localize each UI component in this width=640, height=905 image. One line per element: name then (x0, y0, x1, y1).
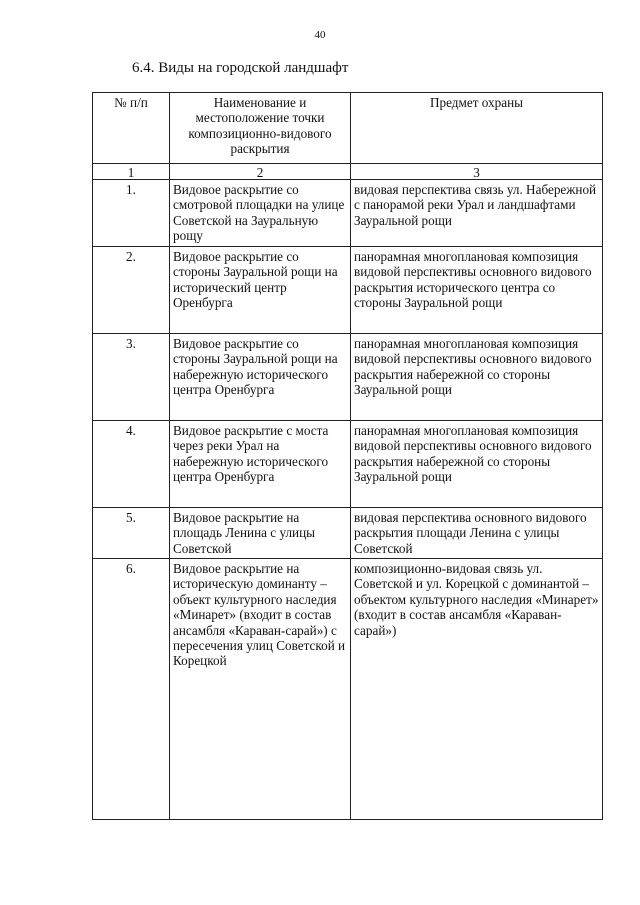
table-row (93, 559, 603, 820)
page-number: 40 (314, 29, 326, 41)
table-row (93, 247, 603, 334)
row-name: Видовое раскрытие со стороны Зауральной рощи на исторический центр Оренбурга (170, 247, 351, 334)
table-header-row (93, 93, 603, 164)
row-name: Видовое раскрытие на площадь Ленина с улицы Советской (170, 508, 351, 559)
row-subject: панорамная многоплановая композиция видовой перспективы основного видового раскрытия исторического центра со стороны Зауральной рощи (351, 247, 603, 334)
column-number: 3 (351, 164, 603, 180)
row-number: 4. (93, 421, 170, 508)
table-row (93, 180, 603, 247)
column-number: 2 (170, 164, 351, 180)
row-subject: панорамная многоплановая композиция видовой перспективы основного видового раскрытия набережной со стороны Зауральной рощи (351, 334, 603, 421)
row-subject: композиционно-видовая связь ул. Советской и ул. Корецкой с доминантой – объектом культурного наследия «Минарет» (входит в состав ансамбля «Караван-сарай») (351, 559, 603, 820)
row-name: Видовое раскрытие с моста через реки Урал на набережную исторического центра Оренбурга (170, 421, 351, 508)
row-number: 5. (93, 508, 170, 559)
header-number: № п/п (93, 93, 170, 164)
section-title: 6.4. Виды на городской ландшафт (132, 60, 349, 76)
row-name: Видовое раскрытие на историческую доминанту – объект культурного наследия «Минарет» (входит в состав ансамбля «Караван-сарай») с пересечения улиц Советской и Корецкой (170, 559, 351, 820)
row-subject: видовая перспектива основного видового раскрытия площади Ленина с улицы Советской (351, 508, 603, 559)
row-number: 1. (93, 180, 170, 247)
header-name-location: Наименование и местоположение точки композиционно-видового раскрытия (170, 93, 351, 164)
row-name: Видовое раскрытие со стороны Зауральной рощи на набережную исторического центра Оренбурга (170, 334, 351, 421)
row-number: 2. (93, 247, 170, 334)
table-row (93, 421, 603, 508)
row-number: 3. (93, 334, 170, 421)
row-name: Видовое раскрытие со смотровой площадки на улице Советской на Зауральную рощу (170, 180, 351, 247)
table-row (93, 334, 603, 421)
table-row (93, 508, 603, 559)
header-subject: Предмет охраны (351, 93, 603, 164)
column-number: 1 (93, 164, 170, 180)
column-numbers-row (93, 164, 603, 180)
row-number: 6. (93, 559, 170, 820)
row-subject: видовая перспектива связь ул. Набережной с панорамой реки Урал и ландшафтами Зауральной рощи (351, 180, 603, 247)
views-table (92, 92, 603, 820)
row-subject: панорамная многоплановая композиция видовой перспективы основного видового раскрытия набережной со стороны Зауральной рощи (351, 421, 603, 508)
